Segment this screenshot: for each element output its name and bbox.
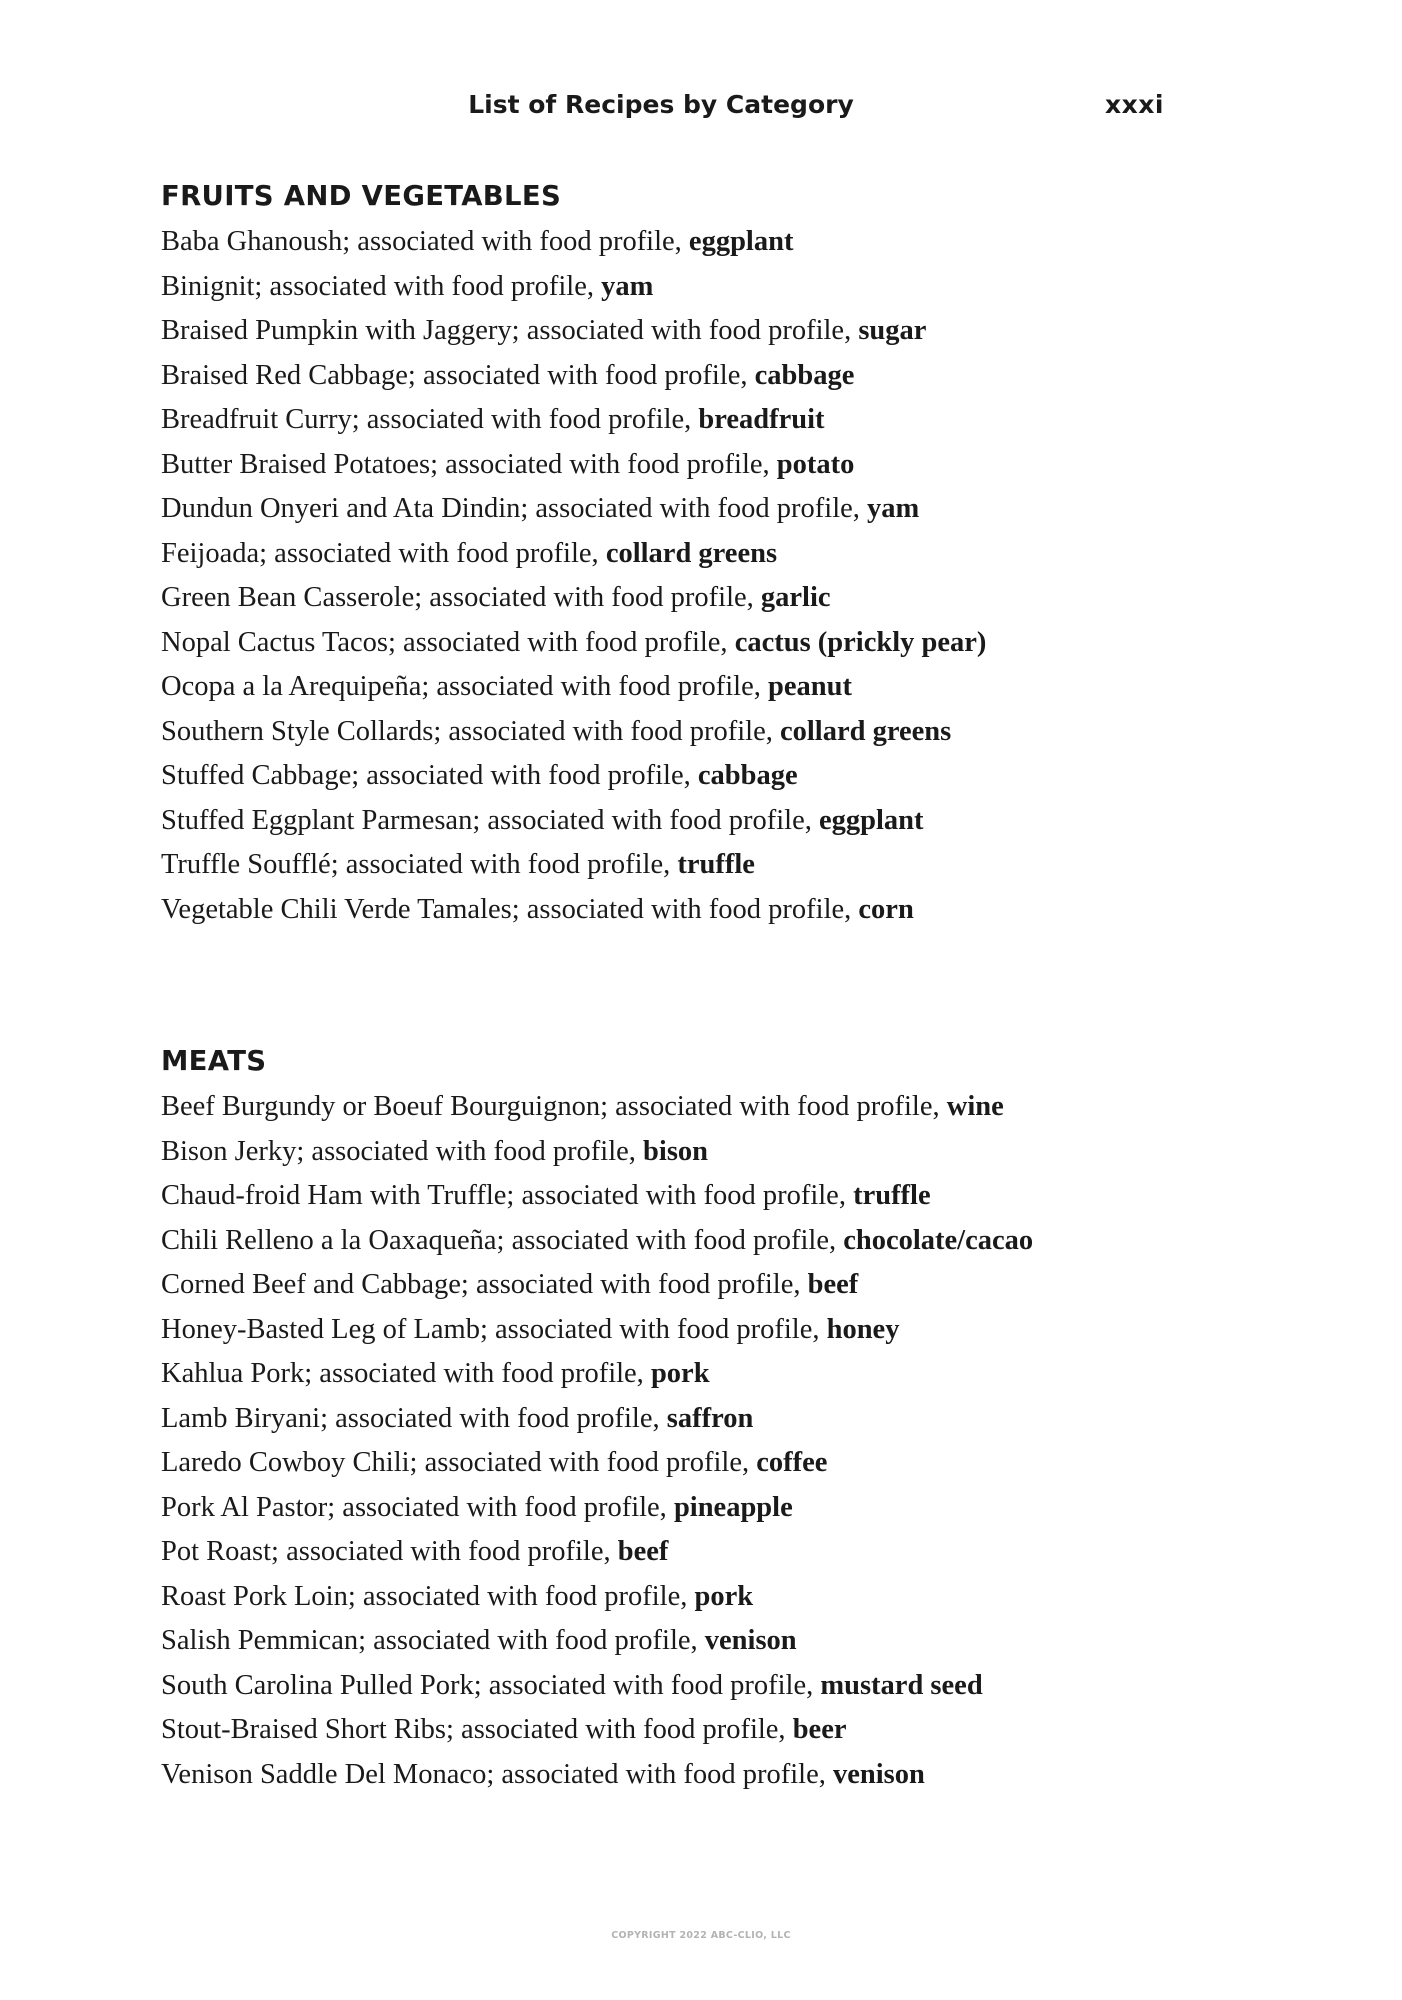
- recipe-entry: [161, 799, 1321, 844]
- recipe-entry: [161, 1263, 1321, 1308]
- recipe-entry: [161, 665, 1321, 710]
- recipe-name: Braised Red Cabbage; associated with food profile,: [161, 359, 755, 391]
- food-profile: yam: [601, 270, 654, 302]
- recipe-name: Binignit; associated with food profile,: [161, 270, 602, 302]
- food-profile: garlic: [760, 582, 831, 613]
- recipe-name: Venison Saddle Del Monaco; associated with food profile,: [161, 1758, 833, 1790]
- food-profile: corn: [858, 893, 914, 925]
- food-profile: venison: [832, 1758, 925, 1790]
- section-heading: FRUITS AND VEGETABLES: [161, 180, 562, 212]
- food-profile: peanut: [768, 671, 852, 702]
- recipe-name: South Carolina Pulled Pork; associated with food profile,: [161, 1669, 821, 1701]
- recipe-name: Stout-Braised Short Ribs; associated with food profile,: [161, 1714, 793, 1745]
- section-heading: MEATS: [161, 1045, 267, 1077]
- recipe-entry: [161, 1085, 1321, 1130]
- recipe-entry: [161, 710, 1321, 755]
- running-head: [0, 90, 1402, 130]
- recipe-name: Kahlua Pork; associated with food profile,: [161, 1358, 651, 1389]
- food-profile: pineapple: [673, 1491, 793, 1523]
- recipe-entry: [161, 576, 1321, 621]
- food-profile: pork: [694, 1580, 754, 1612]
- food-profile: potato: [776, 448, 855, 480]
- recipe-name: Butter Braised Potatoes; associated with food profile,: [161, 448, 777, 480]
- recipe-name: Green Bean Casserole; associated with food profile,: [161, 582, 761, 613]
- food-profile: sugar: [858, 315, 927, 346]
- recipe-name: Roast Pork Loin; associated with food profile,: [161, 1580, 695, 1612]
- recipe-entry: [161, 354, 1321, 399]
- recipe-entry: [161, 1219, 1321, 1264]
- recipe-entry: [161, 265, 1321, 310]
- recipe-entry: [161, 309, 1321, 354]
- food-profile: truffle: [677, 849, 755, 880]
- recipe-entry: [161, 487, 1321, 532]
- recipe-list: [161, 1085, 1321, 1797]
- recipe-entry: [161, 1708, 1321, 1753]
- food-profile: eggplant: [819, 804, 924, 836]
- recipe-name: Chaud-froid Ham with Truffle; associated with food profile,: [161, 1180, 854, 1211]
- recipe-entry: [161, 888, 1321, 933]
- recipe-list: [161, 220, 1321, 932]
- food-profile: venison: [704, 1625, 797, 1656]
- recipe-name: Corned Beef and Cabbage; associated with food profile,: [161, 1269, 808, 1300]
- food-profile: mustard seed: [820, 1669, 983, 1701]
- recipe-entry: [161, 1486, 1321, 1531]
- recipe-entry: [161, 621, 1321, 666]
- recipe-entry: [161, 1753, 1321, 1798]
- section-fruits-and-vegetables: [161, 176, 1321, 932]
- recipe-entry: [161, 754, 1321, 799]
- recipe-name: Pork Al Pastor; associated with food profile,: [161, 1491, 674, 1523]
- food-profile: pork: [650, 1358, 710, 1389]
- recipe-name: Braised Pumpkin with Jaggery; associated with food profile,: [161, 315, 859, 346]
- recipe-name: Honey-Basted Leg of Lamb; associated with food profile,: [161, 1313, 827, 1345]
- food-profile: bison: [643, 1135, 709, 1167]
- recipe-entry: [161, 443, 1321, 488]
- recipe-entry: [161, 398, 1321, 443]
- recipe-entry: [161, 220, 1321, 265]
- food-profile: beef: [807, 1269, 859, 1300]
- recipe-entry: [161, 1308, 1321, 1353]
- recipe-entry: [161, 532, 1321, 577]
- recipe-name: Breadfruit Curry; associated with food profile,: [161, 404, 699, 435]
- food-profile: beef: [617, 1536, 669, 1567]
- recipe-name: Truffle Soufflé; associated with food profile,: [161, 849, 678, 880]
- recipe-name: Bison Jerky; associated with food profile,: [161, 1135, 644, 1167]
- recipe-name: Laredo Cowboy Chili; associated with food profile,: [161, 1447, 757, 1478]
- recipe-name: Stuffed Cabbage; associated with food profile,: [161, 760, 698, 791]
- recipe-entry: [161, 1664, 1321, 1709]
- recipe-name: Southern Style Collards; associated with food profile,: [161, 715, 780, 747]
- recipe-name: Chili Relleno a la Oaxaqueña; associated with food profile,: [161, 1224, 844, 1256]
- food-profile: chocolate/cacao: [843, 1224, 1034, 1256]
- food-profile: beer: [792, 1714, 847, 1745]
- recipe-entry: [161, 1619, 1321, 1664]
- food-profile: cabbage: [754, 359, 855, 391]
- food-profile: yam: [867, 493, 920, 524]
- food-profile: cactus (prickly pear): [734, 626, 987, 658]
- recipe-name: Dundun Onyeri and Ata Dindin; associated with food profile,: [161, 493, 868, 524]
- copyright-notice: COPYRIGHT 2022 ABC-CLIO, LLC: [611, 1930, 791, 1941]
- page-number: xxxi: [1105, 90, 1164, 119]
- running-head-title: List of Recipes by Category: [468, 90, 854, 119]
- food-profile: collard greens: [779, 715, 952, 747]
- recipe-name: Baba Ghanoush; associated with food profile,: [161, 226, 689, 257]
- recipe-name: Beef Burgundy or Boeuf Bourguignon; associated with food profile,: [161, 1091, 947, 1122]
- recipe-name: Feijoada; associated with food profile,: [161, 537, 606, 569]
- recipe-entry: [161, 1530, 1321, 1575]
- recipe-name: Stuffed Eggplant Parmesan; associated with food profile,: [161, 804, 819, 836]
- recipe-entry: [161, 1174, 1321, 1219]
- recipe-entry: [161, 1130, 1321, 1175]
- food-profile: breadfruit: [698, 404, 825, 435]
- recipe-name: Pot Roast; associated with food profile,: [161, 1536, 618, 1567]
- food-profile: coffee: [756, 1447, 828, 1478]
- recipe-name: Nopal Cactus Tacos; associated with food profile,: [161, 626, 735, 658]
- food-profile: honey: [826, 1313, 900, 1345]
- food-profile: cabbage: [697, 760, 798, 791]
- recipe-entry: [161, 1352, 1321, 1397]
- recipe-entry: [161, 843, 1321, 888]
- food-profile: eggplant: [688, 226, 794, 257]
- food-profile: wine: [946, 1091, 1004, 1122]
- recipe-name: Vegetable Chili Verde Tamales; associated with food profile,: [161, 893, 859, 925]
- recipe-entry: [161, 1397, 1321, 1442]
- recipe-entry: [161, 1575, 1321, 1620]
- recipe-name: Ocopa a la Arequipeña; associated with food profile,: [161, 671, 769, 702]
- food-profile: truffle: [853, 1180, 931, 1211]
- recipe-name: Lamb Biryani; associated with food profile,: [161, 1402, 667, 1434]
- food-profile: saffron: [666, 1402, 754, 1434]
- recipe-entry: [161, 1441, 1321, 1486]
- food-profile: collard greens: [605, 537, 778, 569]
- recipe-name: Salish Pemmican; associated with food profile,: [161, 1625, 705, 1656]
- section-meats: [161, 1041, 1321, 1797]
